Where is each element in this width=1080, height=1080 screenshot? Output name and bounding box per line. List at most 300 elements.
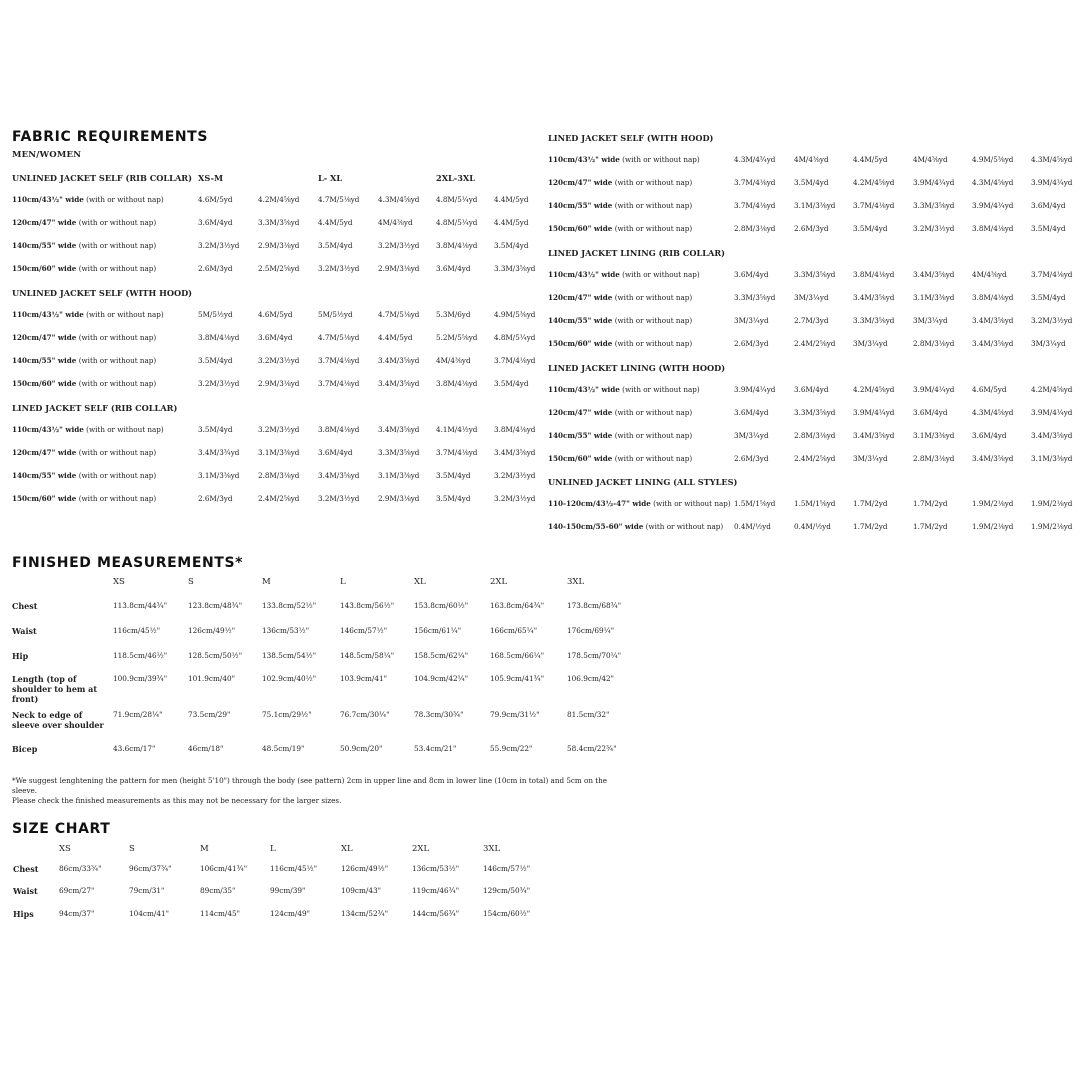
fabric-row-label: [548, 431, 692, 440]
fabric-yardage-cell: 4.8M/5¼yd: [494, 333, 536, 342]
fabric-nap-note: (with or without nap): [86, 425, 164, 434]
fabric-yardage-cell: 4M/4⅜yd: [913, 155, 948, 164]
size-column-header: XL: [414, 577, 426, 587]
fabric-yardage-cell: 4.6M/5yd: [198, 195, 233, 204]
fabric-yardage-cell: 3.4M/3⅝yd: [318, 471, 360, 480]
fabric-section-title: LINED JACKET SELF (RIB COLLAR): [12, 403, 178, 413]
body-measure-cell: 129cm/50¾": [483, 886, 531, 895]
measurement-cell: 46cm/18": [188, 744, 224, 753]
fabric-nap-note: (with or without nap): [78, 379, 157, 388]
fabric-yardage-cell: 3.9M/4¼yd: [734, 385, 776, 394]
fabric-yardage-cell: 3.7M/4⅛yd: [734, 201, 776, 210]
fabric-yardage-cell: 3.3M/3⅝yd: [494, 264, 536, 273]
measurement-cell: 81.5cm/32": [567, 710, 610, 719]
body-measure-cell: 146cm/57½": [483, 864, 531, 873]
fabric-width: 120cm/47" wide: [548, 408, 613, 417]
fabric-title: FABRIC REQUIREMENTS: [12, 129, 209, 145]
fabric-yardage-cell: 3.7M/4⅛yd: [1031, 270, 1073, 279]
measurement-cell: 146cm/57½": [340, 626, 388, 635]
measurement-cell: 71.9cm/28¼": [113, 710, 163, 719]
fabric-yardage-cell: 3.3M/3⅝yd: [794, 270, 836, 279]
fabric-yardage-cell: 2.6M/3yd: [794, 224, 829, 233]
fabric-width: 140cm/55" wide: [12, 241, 77, 250]
fabric-row-label: [548, 293, 692, 302]
fabric-yardage-cell: 3.6M/4yd: [198, 218, 233, 227]
size-group-header: XS-M: [198, 173, 224, 183]
fabric-yardage-cell: 3.3M/3⅝yd: [794, 408, 836, 417]
fabric-yardage-cell: 3.2M/3½yd: [258, 425, 300, 434]
fabric-width: 140cm/55" wide: [12, 471, 77, 480]
fabric-yardage-cell: 4.6M/5yd: [258, 310, 293, 319]
body-measure-cell: 106cm/41¾": [200, 864, 248, 873]
fabric-width: 150cm/60" wide: [548, 339, 613, 348]
fabric-row-label: [12, 195, 164, 204]
fabric-yardage-cell: 4.9M/5⅜yd: [494, 310, 536, 319]
measurement-cell: 79.9cm/31½": [490, 710, 540, 719]
fabric-yardage-cell: 3.5M/4yd: [494, 379, 529, 388]
fabric-nap-note: (with or without nap): [614, 224, 693, 233]
fabric-yardage-cell: 3.8M/4⅛yd: [318, 425, 360, 434]
fabric-yardage-cell: 3.7M/4⅛yd: [436, 448, 478, 457]
body-measure-cell: 96cm/37¾": [129, 864, 172, 873]
fabric-yardage-cell: 3.3M/3⅝yd: [913, 201, 955, 210]
measurement-cell: 153.8cm/60½": [414, 601, 469, 610]
fabric-width: 150cm/60" wide: [548, 454, 613, 463]
fabric-yardage-cell: 4.2M/4⅝yd: [853, 385, 895, 394]
fabric-row-label: [12, 471, 156, 480]
fabric-yardage-cell: 3.5M/4yd: [1031, 224, 1066, 233]
fabric-yardage-cell: 2.6M/3yd: [734, 339, 769, 348]
measurement-cell: 168.5cm/66¼": [490, 651, 545, 660]
fabric-yardage-cell: 4.3M/4⅝yd: [972, 408, 1014, 417]
fabric-yardage-cell: 3.4M/3⅝yd: [494, 448, 536, 457]
fabric-yardage-cell: 3.1M/3⅜yd: [913, 431, 955, 440]
fabric-yardage-cell: 4.6M/5yd: [972, 385, 1007, 394]
body-measure-label: Chest: [13, 864, 39, 874]
fabric-yardage-cell: 3.9M/4¼yd: [913, 385, 955, 394]
fabric-yardage-cell: 4.3M/4⅝yd: [972, 178, 1014, 187]
measurement-cell: 158.5cm/62¼": [414, 651, 469, 660]
fabric-yardage-cell: 3.2M/3½yd: [198, 241, 240, 250]
fabric-nap-note: (with or without nap): [78, 333, 157, 342]
fabric-yardage-cell: 4.2M/4⅝yd: [258, 195, 300, 204]
fabric-yardage-cell: 2.9M/3⅛yd: [378, 494, 420, 503]
fabric-yardage-cell: 4.3M/4⅝yd: [1031, 155, 1073, 164]
fabric-nap-note: (with or without nap): [78, 356, 157, 365]
fabric-yardage-cell: 4.8M/5¼yd: [436, 218, 478, 227]
footnote-line-1: *We suggest lenghtening the pattern for men (height 5'10") through the body (see pattern) 2cm in upper line and 8cm in lower line (10cm in total) and 5cm on the sleeve.: [12, 776, 608, 795]
body-measure-cell: 69cm/27": [59, 886, 95, 895]
fabric-yardage-cell: 2.6M/3yd: [198, 494, 233, 503]
fabric-yardage-cell: 4.9M/5⅜yd: [972, 155, 1014, 164]
fabric-yardage-cell: 3.9M/4¼yd: [913, 178, 955, 187]
fabric-yardage-cell: 3.5M/4yd: [436, 494, 471, 503]
size-column-header: 2XL: [412, 844, 430, 854]
measurement-cell: 101.9cm/40": [188, 674, 235, 683]
fabric-width: 110cm/43½" wide: [12, 310, 84, 319]
size-column-header: L: [340, 577, 346, 587]
fabric-yardage-cell: 3.8M/4⅛yd: [972, 224, 1014, 233]
fabric-yardage-cell: 2.5M/2⅝yd: [258, 264, 300, 273]
fabric-yardage-cell: 2.6M/3yd: [198, 264, 233, 273]
fabric-yardage-cell: 3.2M/3½yd: [494, 471, 536, 480]
fabric-yardage-cell: 4.1M/4½yd: [436, 425, 478, 434]
measurement-cell: 178.5cm/70¼": [567, 651, 622, 660]
fabric-yardage-cell: 4.4M/5yd: [494, 218, 529, 227]
fabric-width: 140-150cm/55-60" wide: [548, 522, 644, 531]
fabric-yardage-cell: 3M/3¼yd: [853, 339, 888, 348]
fabric-yardage-cell: 3.9M/4¼yd: [853, 408, 895, 417]
fabric-yardage-cell: 4M/4⅜yd: [794, 155, 829, 164]
fabric-yardage-cell: 3.4M/3⅝yd: [972, 316, 1014, 325]
fabric-width: 140cm/55" wide: [548, 201, 613, 210]
measurement-cell: 143.8cm/56½": [340, 601, 395, 610]
fabric-yardage-cell: 3.4M/3⅝yd: [378, 379, 420, 388]
fabric-yardage-cell: 3M/3¼yd: [734, 431, 769, 440]
fabric-yardage-cell: 3.4M/3⅝yd: [378, 356, 420, 365]
body-measure-cell: 126cm/49½": [341, 864, 389, 873]
fabric-section-title: UNLINED JACKET SELF (WITH HOOD): [12, 288, 193, 298]
fabric-yardage-cell: 3.6M/4yd: [318, 448, 353, 457]
fabric-yardage-cell: 3.8M/4⅛yd: [494, 425, 536, 434]
fabric-row-label: [548, 155, 700, 164]
fabric-nap-note: (with or without nap): [78, 264, 157, 273]
fabric-yardage-cell: 3M/3¼yd: [734, 316, 769, 325]
fabric-nap-note: (with or without nap): [78, 448, 157, 457]
fabric-yardage-cell: 3.5M/4yd: [198, 425, 233, 434]
fabric-nap-note: (with or without nap): [622, 270, 700, 279]
measurement-cell: 75.1cm/29½": [262, 710, 312, 719]
fabric-row-label: [548, 522, 723, 531]
fabric-row-label: [12, 356, 156, 365]
fabric-yardage-cell: 3.1M/3⅜yd: [913, 293, 955, 302]
body-measure-cell: 144cm/56¾": [412, 909, 460, 918]
fabric-yardage-cell: 3.5M/4yd: [436, 471, 471, 480]
size-column-header: S: [129, 844, 135, 854]
size-column-header: XL: [341, 844, 353, 854]
measurement-label: Waist: [12, 626, 37, 636]
fabric-nap-note: (with or without nap): [78, 471, 157, 480]
fabric-yardage-cell: 3.1M/3⅜yd: [258, 448, 300, 457]
fabric-width: 140cm/55" wide: [12, 356, 77, 365]
fabric-yardage-cell: 0.4M/½yd: [734, 522, 771, 531]
fabric-width: 110cm/43½" wide: [12, 195, 84, 204]
fabric-yardage-cell: 3.4M/3⅝yd: [972, 339, 1014, 348]
fabric-row-label: [548, 499, 731, 508]
measurement-cell: 126cm/49½": [188, 626, 236, 635]
fabric-yardage-cell: 4.7M/5⅛yd: [378, 310, 420, 319]
fabric-yardage-cell: 3.2M/3½yd: [318, 264, 360, 273]
fabric-yardage-cell: 3.6M/4yd: [972, 431, 1007, 440]
fabric-yardage-cell: 4.4M/5yd: [494, 195, 529, 204]
fabric-yardage-cell: 3.9M/4¼yd: [1031, 178, 1073, 187]
fabric-yardage-cell: 3.5M/4yd: [1031, 293, 1066, 302]
fabric-yardage-cell: 3.6M/4yd: [1031, 201, 1066, 210]
fabric-yardage-cell: 3M/3¼yd: [794, 293, 829, 302]
fabric-nap-note: (with or without nap): [86, 195, 164, 204]
fabric-section-title: LINED JACKET LINING (RIB COLLAR): [548, 248, 726, 258]
fabric-width: 110cm/43½" wide: [548, 270, 620, 279]
measurement-cell: 138.5cm/54½": [262, 651, 317, 660]
fabric-yardage-cell: 4M/4⅜yd: [972, 270, 1007, 279]
fabric-row-label: [548, 224, 692, 233]
body-measure-cell: 104cm/41": [129, 909, 170, 918]
fabric-yardage-cell: 3.1M/3⅜yd: [378, 471, 420, 480]
fabric-yardage-cell: 3.3M/3⅝yd: [853, 316, 895, 325]
body-measure-label: Hips: [13, 909, 34, 919]
measurement-cell: 102.9cm/40½": [262, 674, 317, 683]
measurement-cell: 104.9cm/42¼": [414, 674, 469, 683]
body-measure-cell: 114cm/45": [200, 909, 241, 918]
fabric-width: 150cm/60" wide: [12, 494, 77, 503]
fabric-yardage-cell: 3.6M/4yd: [436, 264, 471, 273]
fabric-width: 150cm/60" wide: [548, 224, 613, 233]
fabric-nap-note: (with or without nap): [614, 454, 693, 463]
fabric-yardage-cell: 4.4M/5yd: [318, 218, 353, 227]
fabric-yardage-cell: 3M/3¼yd: [853, 454, 888, 463]
fabric-row-label: [548, 339, 692, 348]
measurement-label: Bicep: [12, 744, 38, 754]
finished-title: FINISHED MEASUREMENTS*: [12, 555, 244, 571]
size-column-header: 3XL: [483, 844, 501, 854]
fabric-section-title: LINED JACKET LINING (WITH HOOD): [548, 363, 726, 373]
fabric-nap-note: (with or without nap): [78, 241, 157, 250]
fabric-yardage-cell: 3.4M/3⅝yd: [378, 425, 420, 434]
audience-label: MEN/WOMEN: [12, 150, 82, 160]
measurement-cell: 43.6cm/17": [113, 744, 156, 753]
size-column-header: XS: [113, 577, 125, 587]
fabric-yardage-cell: 3.9M/4¼yd: [1031, 408, 1073, 417]
fabric-yardage-cell: 3.5M/4yd: [198, 356, 233, 365]
body-measure-cell: 109cm/43": [341, 886, 382, 895]
fabric-section-title: UNLINED JACKET SELF (RIB COLLAR): [12, 173, 192, 183]
measurement-cell: 76.7cm/30¼": [340, 710, 390, 719]
fabric-yardage-cell: 2.8M/3⅛yd: [258, 471, 300, 480]
fabric-row-label: [548, 178, 692, 187]
fabric-yardage-cell: 1.7M/2yd: [913, 499, 948, 508]
measurement-cell: 58.4cm/22¾": [567, 744, 617, 753]
fabric-yardage-cell: 2.9M/3⅛yd: [258, 241, 300, 250]
fabric-width: 110cm/43½" wide: [12, 425, 84, 434]
fabric-width: 120cm/47" wide: [548, 178, 613, 187]
fabric-yardage-cell: 4.2M/4⅝yd: [1031, 385, 1073, 394]
fabric-yardage-cell: 3.8M/4⅛yd: [972, 293, 1014, 302]
fabric-row-label: [12, 494, 156, 503]
body-measure-cell: 89cm/35": [200, 886, 236, 895]
fabric-yardage-cell: 4.4M/5yd: [853, 155, 888, 164]
body-measure-cell: 99cm/39": [270, 886, 306, 895]
fabric-width: 140cm/55" wide: [548, 316, 613, 325]
size-column-header: L: [270, 844, 276, 854]
fabric-yardage-cell: 3.2M/3½yd: [258, 356, 300, 365]
fabric-nap-note: (with or without nap): [622, 155, 700, 164]
fabric-yardage-cell: 3.4M/3⅝yd: [972, 454, 1014, 463]
finished-footnote: [12, 776, 632, 806]
fabric-yardage-cell: 3.6M/4yd: [913, 408, 948, 417]
fabric-yardage-cell: 2.6M/3yd: [734, 454, 769, 463]
measurement-label: Hip: [12, 651, 29, 661]
size-column-header: S: [188, 577, 194, 587]
fabric-width: 110cm/43½" wide: [548, 155, 620, 164]
fabric-yardage-cell: 3M/3¼yd: [913, 316, 948, 325]
fabric-yardage-cell: 1.9M/2⅛yd: [1031, 499, 1073, 508]
fabric-nap-note: (with or without nap): [614, 293, 693, 302]
fabric-yardage-cell: 3.7M/4⅛yd: [318, 379, 360, 388]
measurement-cell: 53.4cm/21": [414, 744, 457, 753]
measurement-cell: 136cm/53½": [262, 626, 310, 635]
fabric-row-label: [12, 264, 156, 273]
body-measure-label: Waist: [13, 886, 38, 896]
size-column-header: 3XL: [567, 577, 585, 587]
fabric-yardage-cell: 1.7M/2yd: [853, 499, 888, 508]
measurement-cell: 55.9cm/22": [490, 744, 533, 753]
body-measure-cell: 136cm/53½": [412, 864, 460, 873]
fabric-yardage-cell: 3.2M/3½yd: [494, 494, 536, 503]
measurement-cell: 118.5cm/46½": [113, 651, 168, 660]
fabric-yardage-cell: 3.3M/3⅝yd: [258, 218, 300, 227]
fabric-row-label: [548, 408, 692, 417]
fabric-yardage-cell: 3.5M/4yd: [794, 178, 829, 187]
fabric-yardage-cell: 0.4M/½yd: [794, 522, 831, 531]
fabric-nap-note: (with or without nap): [622, 385, 700, 394]
measurement-cell: 78.3cm/30¾": [414, 710, 464, 719]
fabric-nap-note: (with or without nap): [653, 499, 731, 508]
size-column-header: M: [200, 844, 209, 854]
body-measure-cell: 124cm/49": [270, 909, 311, 918]
fabric-row-label: [548, 385, 700, 394]
fabric-yardage-cell: 3.8M/4⅛yd: [198, 333, 240, 342]
body-measure-cell: 79cm/31": [129, 886, 165, 895]
fabric-yardage-cell: 3.2M/3½yd: [378, 241, 420, 250]
fabric-yardage-cell: 1.9M/2⅛yd: [1031, 522, 1073, 531]
fabric-yardage-cell: 4.3M/4¾yd: [734, 155, 776, 164]
fabric-width: 120cm/47" wide: [548, 293, 613, 302]
fabric-nap-note: (with or without nap): [78, 494, 157, 503]
fabric-width: 150cm/60" wide: [12, 379, 77, 388]
fabric-yardage-cell: 3.8M/4⅛yd: [853, 270, 895, 279]
fabric-yardage-cell: 5M/5½yd: [318, 310, 353, 319]
size-group-header: L- XL: [318, 173, 343, 183]
fabric-yardage-cell: 1.9M/2⅛yd: [972, 522, 1014, 531]
fabric-section-title: LINED JACKET SELF (WITH HOOD): [548, 133, 714, 143]
fabric-yardage-cell: 4.8M/5¼yd: [436, 195, 478, 204]
fabric-yardage-cell: 2.9M/3⅛yd: [258, 379, 300, 388]
fabric-yardage-cell: 2.8M/3⅛yd: [794, 431, 836, 440]
fabric-yardage-cell: 3.4M/3¾yd: [198, 448, 240, 457]
fabric-nap-note: (with or without nap): [78, 218, 157, 227]
fabric-yardage-cell: 3.7M/4⅛yd: [734, 178, 776, 187]
fabric-yardage-cell: 2.8M/3⅛yd: [913, 454, 955, 463]
measurement-label: Neck to edge of sleeve over shoulder: [12, 710, 104, 730]
fabric-width: 110-120cm/43½-47" wide: [548, 499, 651, 508]
fabric-yardage-cell: 3.4M/3⅝yd: [1031, 431, 1073, 440]
fabric-yardage-cell: 3.7M/4⅛yd: [853, 201, 895, 210]
fabric-row-label: [548, 454, 692, 463]
measurement-cell: 148.5cm/58¼": [340, 651, 395, 660]
measurement-cell: 128.5cm/50½": [188, 651, 243, 660]
measurement-cell: 105.9cm/41¾": [490, 674, 545, 683]
fabric-yardage-cell: 3.8M/4⅛yd: [436, 241, 478, 250]
fabric-yardage-cell: 3.4M/3⅝yd: [853, 293, 895, 302]
fabric-yardage-cell: 3.1M/3⅜yd: [794, 201, 836, 210]
fabric-nap-note: (with or without nap): [614, 316, 693, 325]
fabric-yardage-cell: 5.3M/6yd: [436, 310, 471, 319]
fabric-width: 140cm/55" wide: [548, 431, 613, 440]
fabric-width: 150cm/60" wide: [12, 264, 77, 273]
size-group-header: 2XL-3XL: [436, 173, 476, 183]
fabric-row-label: [12, 333, 156, 342]
measurement-cell: 100.9cm/39¾": [113, 674, 168, 683]
fabric-yardage-cell: 5M/5½yd: [198, 310, 233, 319]
fabric-yardage-cell: 3.6M/4yd: [734, 408, 769, 417]
body-measure-cell: 154cm/60½": [483, 909, 531, 918]
fabric-yardage-cell: 3.3M/3⅝yd: [378, 448, 420, 457]
fabric-yardage-cell: 3.7M/4⅛yd: [318, 356, 360, 365]
fabric-yardage-cell: 3.4M/3⅝yd: [913, 270, 955, 279]
fabric-yardage-cell: 3.7M/4⅛yd: [494, 356, 536, 365]
fabric-nap-note: (with or without nap): [614, 408, 693, 417]
fabric-yardage-cell: 2.4M/2⅝yd: [794, 454, 836, 463]
body-measure-cell: 86cm/33¾": [59, 864, 102, 873]
fabric-yardage-cell: 4.2M/4⅝yd: [853, 178, 895, 187]
measurement-cell: 106.9cm/42": [567, 674, 614, 683]
measurement-cell: 113.8cm/44¾": [113, 601, 168, 610]
size-column-header: 2XL: [490, 577, 508, 587]
fabric-yardage-cell: 3M/3¼yd: [1031, 339, 1066, 348]
fabric-yardage-cell: 4.3M/4⅝yd: [378, 195, 420, 204]
body-measure-cell: 116cm/45½": [270, 864, 318, 873]
measurement-cell: 163.8cm/64¾": [490, 601, 545, 610]
fabric-row-label: [12, 310, 164, 319]
fabric-yardage-cell: 3.3M/3⅝yd: [734, 293, 776, 302]
fabric-yardage-cell: 3.9M/4¼yd: [972, 201, 1014, 210]
fabric-nap-note: (with or without nap): [614, 339, 693, 348]
fabric-yardage-cell: 1.9M/2⅛yd: [972, 499, 1014, 508]
fabric-yardage-cell: 3.5M/4yd: [853, 224, 888, 233]
measurement-label: Length (top of shoulder to hem at front): [12, 674, 98, 704]
fabric-row-label: [12, 241, 156, 250]
measurement-cell: 48.5cm/19": [262, 744, 305, 753]
fabric-width: 120cm/47" wide: [12, 218, 77, 227]
measurement-cell: 156cm/61¼": [414, 626, 462, 635]
fabric-yardage-cell: 4M/4⅜yd: [436, 356, 471, 365]
measurement-cell: 103.9cm/41": [340, 674, 387, 683]
fabric-yardage-cell: 1.5M/1⅝yd: [734, 499, 776, 508]
fabric-yardage-cell: 3.1M/3⅜yd: [198, 471, 240, 480]
size-column-header: M: [262, 577, 271, 587]
fabric-yardage-cell: 3.1M/3⅜yd: [1031, 454, 1073, 463]
measurement-label: Chest: [12, 601, 38, 611]
fabric-yardage-cell: 3.5M/4yd: [318, 241, 353, 250]
measurement-cell: 133.8cm/52½": [262, 601, 317, 610]
fabric-width: 120cm/47" wide: [12, 333, 77, 342]
fabric-row-label: [12, 218, 156, 227]
fabric-nap-note: (with or without nap): [86, 310, 164, 319]
fabric-yardage-cell: 3.6M/4yd: [734, 270, 769, 279]
fabric-width: 120cm/47" wide: [12, 448, 77, 457]
fabric-yardage-cell: 2.8M/3⅛yd: [734, 224, 776, 233]
fabric-nap-note: (with or without nap): [614, 178, 693, 187]
fabric-yardage-cell: 2.8M/3⅛yd: [913, 339, 955, 348]
measurement-cell: 176cm/69¼": [567, 626, 615, 635]
measurement-cell: 166cm/65¼": [490, 626, 538, 635]
fabric-row-label: [12, 448, 156, 457]
fabric-row-label: [12, 379, 156, 388]
fabric-row-label: [548, 316, 692, 325]
fabric-yardage-cell: 4.7M/5⅛yd: [318, 333, 360, 342]
fabric-yardage-cell: 2.9M/3⅛yd: [378, 264, 420, 273]
body-measure-cell: 119cm/46¾": [412, 886, 460, 895]
